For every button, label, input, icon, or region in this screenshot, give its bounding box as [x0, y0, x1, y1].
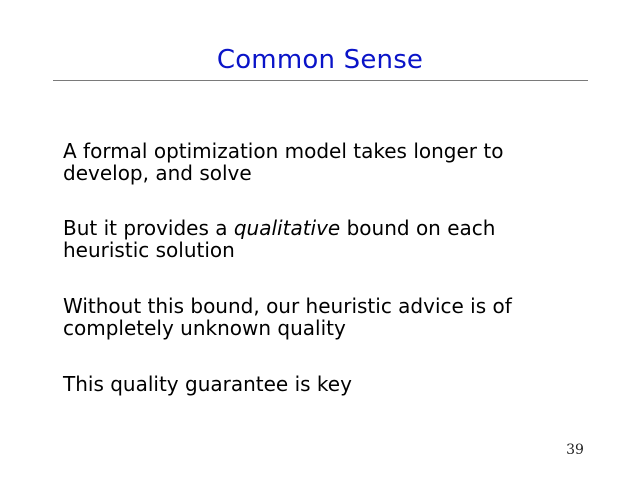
- paragraph-1-line-1: A formal optimization model takes longer to: [63, 139, 504, 163]
- page-number: 39: [566, 442, 584, 458]
- paragraph-1: [63, 140, 583, 184]
- paragraph-3: [63, 295, 583, 339]
- paragraph-2-line-2: heuristic solution: [63, 238, 235, 262]
- paragraph-1-line-2: develop, and solve: [63, 161, 252, 185]
- paragraph-2: [63, 217, 583, 261]
- paragraph-4-line-1: This quality guarantee is key: [63, 372, 352, 396]
- paragraph-4: [63, 373, 583, 395]
- paragraph-3-line-2: completely unknown quality: [63, 316, 346, 340]
- paragraph-2-text-after: bound on each: [340, 216, 496, 240]
- paragraph-2-emphasis: qualitative: [233, 216, 341, 240]
- paragraph-2-line-1: [63, 217, 583, 239]
- paragraph-3-line-1: Without this bound, our heuristic advice is of: [63, 294, 512, 318]
- paragraph-2-text-before: But it provides a: [63, 216, 234, 240]
- title-divider: [53, 80, 588, 81]
- slide-title: Common Sense: [216, 45, 424, 75]
